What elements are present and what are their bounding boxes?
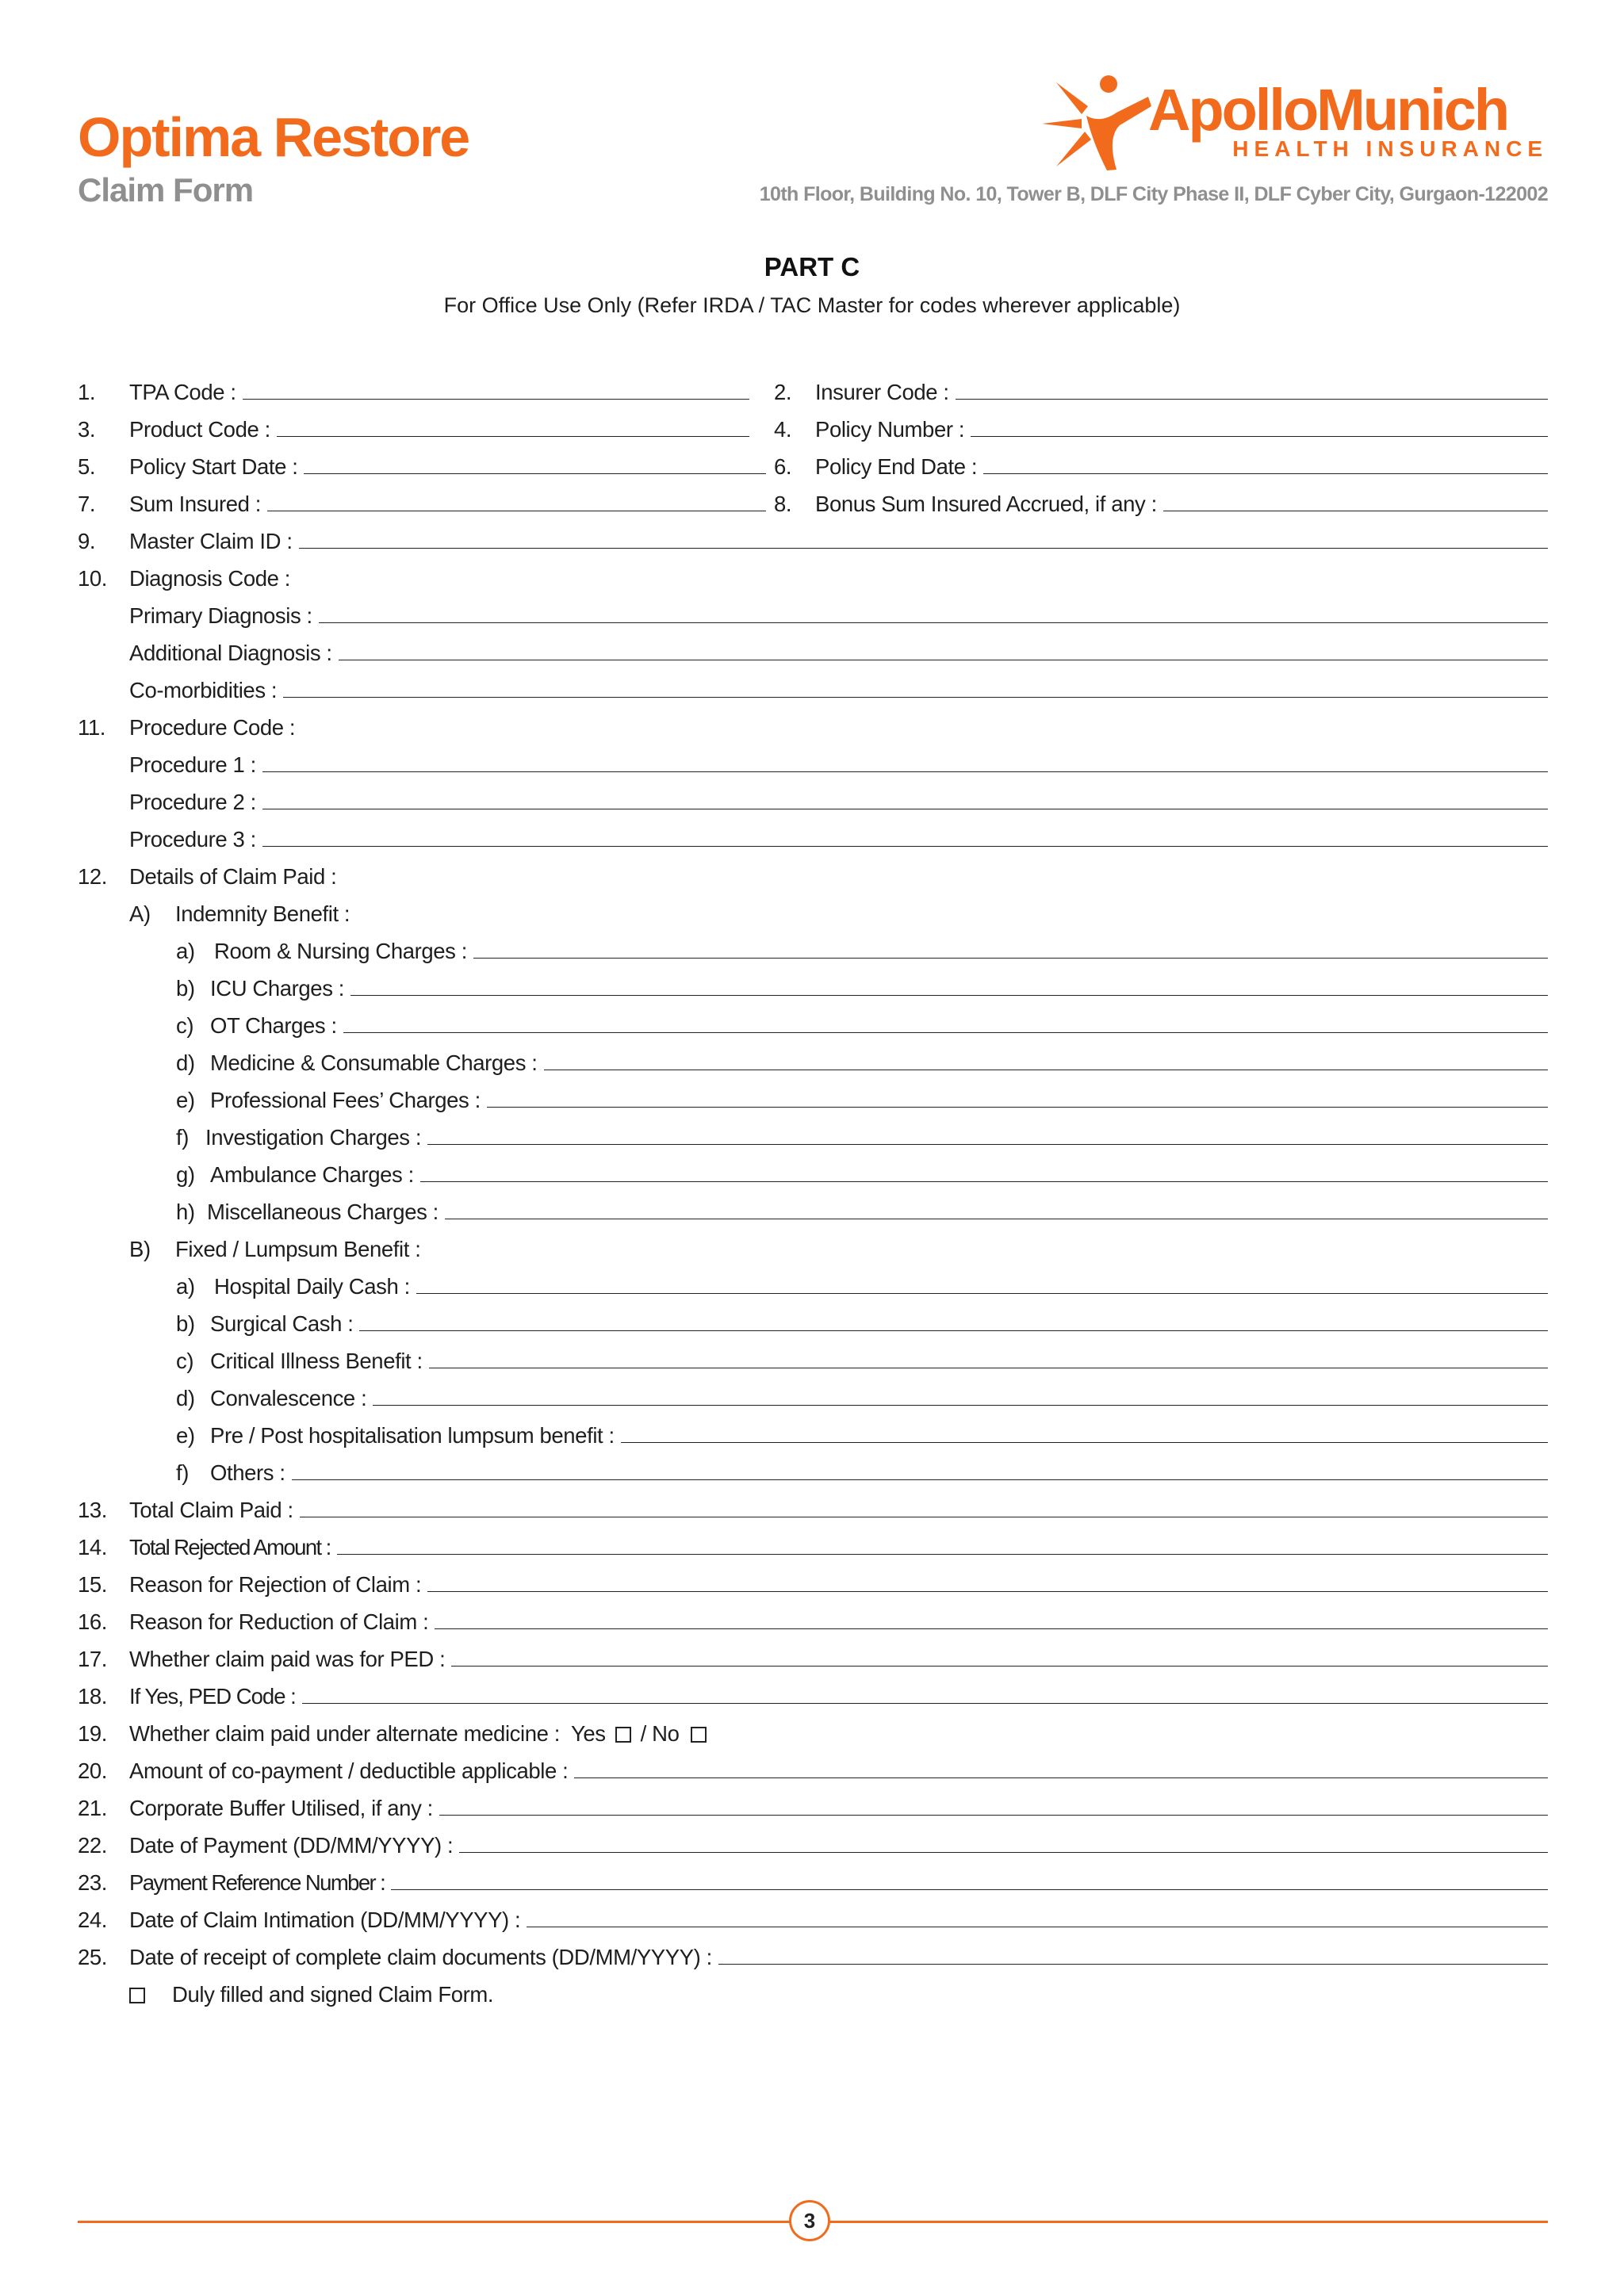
field-number: 6. xyxy=(774,453,792,479)
field-number: 1. xyxy=(78,379,96,404)
field-label: Reason for Rejection of Claim : xyxy=(129,1571,422,1597)
checklist-label: Duly filled and signed Claim Form. xyxy=(172,1981,494,2007)
field-number: 5. xyxy=(78,453,96,479)
field-label: Additional Diagnosis : xyxy=(129,640,332,665)
field-label: Date of receipt of complete claim documents (DD/MM/YYYY) : xyxy=(129,1944,712,1969)
fill-line[interactable] xyxy=(956,399,1548,400)
field-label: Details of Claim Paid : xyxy=(129,863,337,889)
field-number: 10. xyxy=(78,565,108,591)
field-investigation-charges xyxy=(176,1118,1548,1150)
fill-line[interactable] xyxy=(451,1666,1548,1667)
field-label: Payment Reference Number : xyxy=(129,1869,385,1895)
field-label: Surgical Cash : xyxy=(210,1311,354,1336)
fill-line[interactable] xyxy=(283,697,1548,698)
field-label: Product Code : xyxy=(129,416,270,442)
section-letter: B) xyxy=(129,1236,151,1261)
field-label: Policy Number : xyxy=(815,416,965,442)
field-label: Procedure 3 : xyxy=(129,826,256,851)
field-room-nursing-charges xyxy=(176,932,1548,963)
field-label: Room & Nursing Charges : xyxy=(214,938,468,963)
fill-line[interactable] xyxy=(971,436,1548,437)
no-checkbox[interactable] xyxy=(691,1727,707,1743)
field-number: 16. xyxy=(78,1609,108,1634)
field-label: Diagnosis Code : xyxy=(129,565,291,591)
field-label: Total Claim Paid : xyxy=(129,1497,293,1522)
field-label: If Yes, PED Code : xyxy=(129,1683,296,1709)
field-label: Policy End Date : xyxy=(815,453,978,479)
field-procedure-1 xyxy=(129,745,1548,777)
field-bonus-sum-insured xyxy=(774,484,1548,516)
fill-line[interactable] xyxy=(435,1628,1548,1629)
field-policy-start-date xyxy=(78,447,766,479)
field-label: Total Rejected Amount : xyxy=(129,1534,331,1559)
field-total-rejected-amount xyxy=(78,1528,1548,1559)
fill-line[interactable] xyxy=(373,1405,1548,1406)
item-letter: c) xyxy=(176,1012,194,1038)
field-ambulance-charges xyxy=(176,1155,1548,1187)
part-title: PART C xyxy=(764,252,860,281)
fill-line[interactable] xyxy=(420,1181,1548,1182)
field-label: ICU Charges : xyxy=(210,975,345,1001)
field-miscellaneous-charges xyxy=(176,1192,1548,1224)
item-letter: g) xyxy=(176,1161,195,1187)
field-number: 15. xyxy=(78,1571,108,1597)
field-number: 18. xyxy=(78,1683,108,1709)
fill-line[interactable] xyxy=(473,958,1548,959)
field-label: Convalescence : xyxy=(210,1385,367,1410)
fill-line[interactable] xyxy=(427,1591,1548,1592)
field-label: Reason for Reduction of Claim : xyxy=(129,1609,429,1634)
field-master-claim-id xyxy=(78,522,1548,553)
fill-line[interactable] xyxy=(262,771,1548,772)
field-label: Corporate Buffer Utilised, if any : xyxy=(129,1795,433,1820)
field-number: 17. xyxy=(78,1646,108,1671)
field-label: Date of Claim Intimation (DD/MM/YYYY) : xyxy=(129,1907,521,1932)
item-letter: a) xyxy=(176,1273,195,1299)
field-number: 24. xyxy=(78,1907,108,1932)
fill-line[interactable] xyxy=(427,1144,1548,1145)
field-surgical-cash xyxy=(176,1304,1548,1336)
item-letter: e) xyxy=(176,1087,195,1112)
field-label: Fixed / Lumpsum Benefit : xyxy=(175,1236,421,1261)
fill-line[interactable] xyxy=(621,1442,1548,1443)
section-fixed-lumpsum-benefit xyxy=(129,1230,1548,1261)
fill-line[interactable] xyxy=(292,1479,1548,1480)
field-reason-rejection xyxy=(78,1565,1548,1597)
field-others xyxy=(176,1453,1548,1485)
part-subtitle: For Office Use Only (Refer IRDA / TAC Master for codes wherever applicable) xyxy=(443,293,1181,317)
item-letter: f) xyxy=(176,1124,189,1150)
field-label: Date of Payment (DD/MM/YYYY) : xyxy=(129,1832,454,1858)
company-address: 10th Floor, Building No. 10, Tower B, DLF City Phase II, DLF Cyber City, Gurgaon-122002 xyxy=(759,183,1548,205)
field-number: 20. xyxy=(78,1758,108,1783)
field-label: Pre / Post hospitalisation lumpsum benefit : xyxy=(210,1422,615,1448)
fill-line[interactable] xyxy=(243,399,749,400)
item-letter: h) xyxy=(176,1199,195,1224)
fill-line[interactable] xyxy=(487,1107,1548,1108)
field-label: Miscellaneous Charges : xyxy=(207,1199,439,1224)
field-label: Professional Fees’ Charges : xyxy=(210,1087,481,1112)
field-label: Critical Illness Benefit : xyxy=(210,1348,423,1373)
field-number: 9. xyxy=(78,528,96,553)
field-number: 4. xyxy=(774,416,792,442)
field-ped-code xyxy=(78,1677,1548,1709)
field-number: 12. xyxy=(78,863,108,889)
field-label: Policy Start Date : xyxy=(129,453,298,479)
fill-line[interactable] xyxy=(302,1703,1548,1704)
field-date-of-receipt-documents xyxy=(78,1938,1548,1969)
claim-form-checkbox[interactable] xyxy=(129,1988,145,2003)
logo-tagline: HEALTH INSURANCE xyxy=(1232,136,1548,161)
fill-line[interactable] xyxy=(262,846,1548,847)
option-yes-label: Yes xyxy=(570,1720,606,1746)
field-number: 25. xyxy=(78,1944,108,1969)
field-number: 21. xyxy=(78,1795,108,1820)
form-subtitle: Claim Form xyxy=(78,171,254,209)
fill-line[interactable] xyxy=(459,1852,1548,1853)
field-label: Co-morbidities : xyxy=(129,677,278,702)
fill-line[interactable] xyxy=(359,1330,1548,1331)
field-label: OT Charges : xyxy=(210,1012,337,1038)
field-label: Medicine & Consumable Charges : xyxy=(210,1050,538,1075)
fill-line[interactable] xyxy=(416,1293,1548,1294)
fill-line[interactable] xyxy=(718,1964,1548,1965)
field-product-code xyxy=(78,410,749,442)
field-additional-diagnosis xyxy=(129,633,1548,665)
field-co-morbidities xyxy=(129,671,1548,702)
item-letter: e) xyxy=(176,1422,195,1448)
field-label: Indemnity Benefit : xyxy=(175,901,350,926)
fill-line[interactable] xyxy=(277,436,749,437)
field-number: 8. xyxy=(774,491,792,516)
fill-line[interactable] xyxy=(350,995,1548,996)
field-icu-charges xyxy=(176,969,1548,1001)
field-label: Amount of co-payment / deductible applicable : xyxy=(129,1758,569,1783)
product-title: Optima Restore xyxy=(78,106,469,168)
field-convalescence xyxy=(176,1379,1548,1410)
section-letter: A) xyxy=(129,901,151,926)
logo-wordmark: ApolloMunich xyxy=(1148,77,1508,143)
field-label: Bonus Sum Insured Accrued, if any : xyxy=(815,491,1157,516)
field-label: Primary Diagnosis : xyxy=(129,603,312,628)
field-claim-paid-details xyxy=(78,857,1548,889)
field-procedure-code xyxy=(78,708,1548,740)
option-no-label: / No xyxy=(640,1720,680,1746)
field-procedure-3 xyxy=(129,820,1548,851)
field-number: 7. xyxy=(78,491,96,516)
field-label: Sum Insured : xyxy=(129,491,261,516)
fill-line[interactable] xyxy=(299,548,1548,549)
apollo-munich-logo xyxy=(1040,75,1548,170)
item-letter: f) xyxy=(176,1460,189,1485)
item-letter: a) xyxy=(176,938,195,963)
field-hospital-daily-cash xyxy=(176,1267,1548,1299)
field-label: Procedure Code : xyxy=(129,714,296,740)
field-payment-reference-number xyxy=(78,1863,1548,1895)
item-letter: b) xyxy=(176,975,195,1001)
field-sum-insured xyxy=(78,484,766,516)
section-indemnity-benefit xyxy=(129,894,1548,926)
field-label: Whether claim paid under alternate medicine : xyxy=(129,1720,560,1746)
field-claim-paid-for-ped xyxy=(78,1640,1548,1671)
field-label: Procedure 2 : xyxy=(129,789,256,814)
item-letter: c) xyxy=(176,1348,194,1373)
field-number: 14. xyxy=(78,1534,108,1559)
page-number: 3 xyxy=(789,2200,830,2241)
field-date-of-payment xyxy=(78,1826,1548,1858)
field-number: 2. xyxy=(774,379,792,404)
checklist-item-claim-form xyxy=(129,1975,1548,2007)
item-letter: d) xyxy=(176,1050,195,1075)
field-professional-fees-charges xyxy=(176,1081,1548,1112)
item-letter: d) xyxy=(176,1385,195,1410)
fill-line[interactable] xyxy=(319,622,1548,623)
fill-line[interactable] xyxy=(337,1554,1548,1555)
field-label: TPA Code : xyxy=(129,379,236,404)
field-diagnosis-code xyxy=(78,559,1548,591)
field-label: Investigation Charges : xyxy=(205,1124,422,1150)
field-label: Others : xyxy=(210,1460,285,1485)
field-critical-illness-benefit xyxy=(176,1341,1548,1373)
field-label: Hospital Daily Cash : xyxy=(214,1273,410,1299)
field-label: Ambulance Charges : xyxy=(210,1161,414,1187)
fill-line[interactable] xyxy=(391,1889,1548,1890)
field-insurer-code xyxy=(774,373,1548,404)
field-corporate-buffer xyxy=(78,1789,1548,1820)
fill-line[interactable] xyxy=(983,473,1548,474)
field-procedure-2 xyxy=(129,783,1548,814)
fill-line[interactable] xyxy=(304,473,766,474)
field-number: 19. xyxy=(78,1720,108,1746)
field-pre-post-hospitalisation-benefit xyxy=(176,1416,1548,1448)
logo-figure-icon xyxy=(1040,75,1159,171)
field-number: 11. xyxy=(78,714,105,740)
item-letter: b) xyxy=(176,1311,195,1336)
field-reason-reduction xyxy=(78,1602,1548,1634)
field-label: Master Claim ID : xyxy=(129,528,293,553)
field-tpa-code xyxy=(78,373,749,404)
field-co-payment-amount xyxy=(78,1751,1548,1783)
field-number: 22. xyxy=(78,1832,108,1858)
fill-line[interactable] xyxy=(343,1032,1548,1033)
field-number: 3. xyxy=(78,416,96,442)
fill-line[interactable] xyxy=(574,1777,1548,1778)
yes-checkbox[interactable] xyxy=(615,1727,631,1743)
field-total-claim-paid xyxy=(78,1490,1548,1522)
field-medicine-consumable-charges xyxy=(176,1043,1548,1075)
field-ot-charges xyxy=(176,1006,1548,1038)
field-label: Whether claim paid was for PED : xyxy=(129,1646,446,1671)
field-primary-diagnosis xyxy=(129,596,1548,628)
field-number: 23. xyxy=(78,1869,108,1895)
field-number: 13. xyxy=(78,1497,108,1522)
field-policy-end-date xyxy=(774,447,1548,479)
fill-line[interactable] xyxy=(439,1815,1548,1816)
field-date-of-claim-intimation xyxy=(78,1900,1548,1932)
field-policy-number xyxy=(774,410,1548,442)
field-alternate-medicine xyxy=(78,1714,1548,1746)
field-label: Insurer Code : xyxy=(815,379,949,404)
field-label: Procedure 1 : xyxy=(129,752,256,777)
